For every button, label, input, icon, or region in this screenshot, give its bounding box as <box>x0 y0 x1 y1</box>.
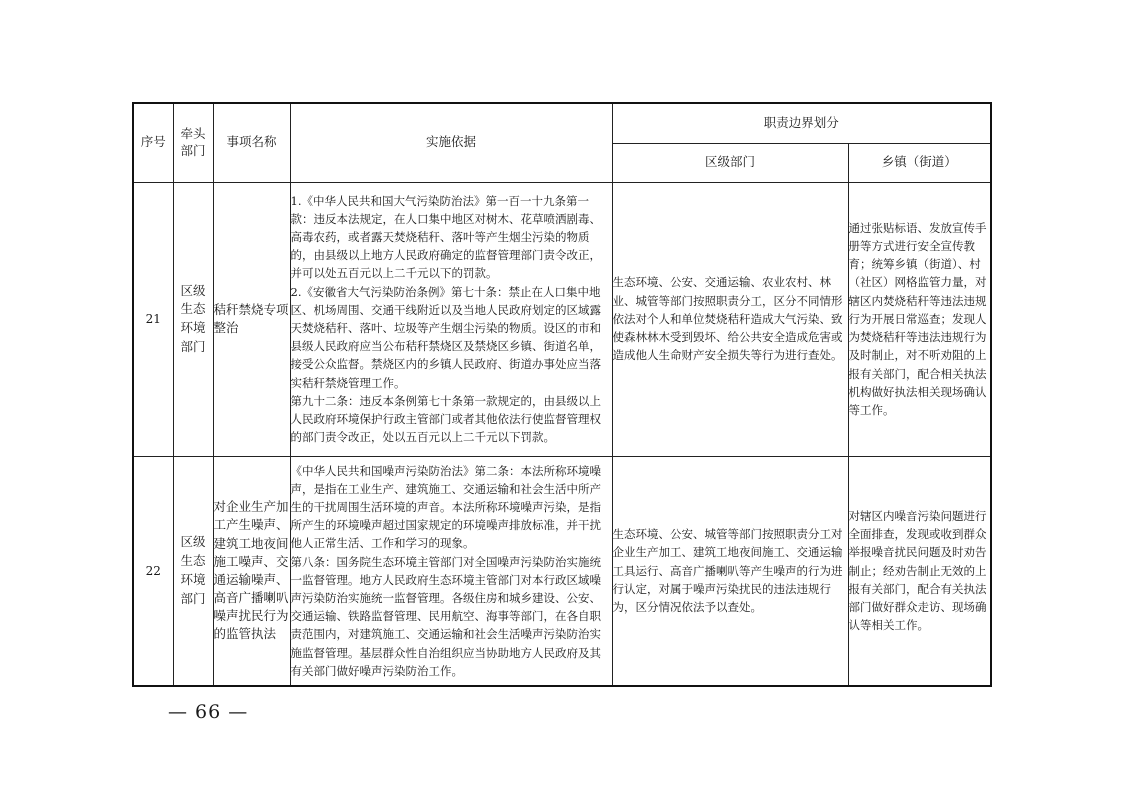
duty-table <box>132 102 992 687</box>
header-seq: 序号 <box>133 103 173 182</box>
header-district: 区级部门 <box>612 143 848 182</box>
row-item-name: 对企业生产加工产生噪声、建筑工地夜间施工噪声、交通运输噪声、高音广播喇叭噪声扰民行为的监管执法 <box>213 456 290 686</box>
row-item-name: 秸秆禁烧专项整治 <box>213 182 290 456</box>
basis-paragraph: 1.《中华人民共和国大气污染防治法》第一百一十九条第一款：违反本法规定，在人口集中地区对树木、花草喷洒剧毒、高毒农药，或者露天焚烧秸秆、落叶等产生烟尘污染的物质的，由县级以上地方人民政府确定的监督管理部门责令改正，并可以处五百元以上二千元以下的罚款。 <box>290 193 601 281</box>
row-district-duty <box>612 456 848 686</box>
page-number: — 66 — <box>168 701 249 723</box>
basis-paragraph: 第八条：国务院生态环境主管部门对全国噪声污染防治实施统一监督管理。地方人民政府生态环境主管部门对本行政区域噪声污染防治实施统一监督管理。各级住房和城乡建设、公安、交通运输、铁路监督管理、民用航空、海事等部门，在各自职责范围内，对建筑施工、交通运输和社会生活噪声污染防治实施监督管理。基层群众性自治组织应当协助地方人民政府及其有关部门做好噪声污染防治工作。 <box>290 554 601 678</box>
row-basis <box>290 456 612 686</box>
row-lead-dept-text: 区级生态环境部门 <box>180 282 206 354</box>
header-lead-dept-text: 牵头部门 <box>180 125 206 158</box>
district-duty-text: 生态环境、公安、城管等部门按照职责分工对企业生产加工、建筑工地夜间施工、交通运输工具运行、高音广播喇叭等产生噪声的行为进行认定，对属于噪声污染扰民的违法违规行为，区分情况依法予以查处。 <box>612 527 843 615</box>
header-lead-dept <box>173 103 213 182</box>
table-row <box>133 182 991 456</box>
header-division: 职责边界划分 <box>612 103 991 143</box>
district-duty-text: 生态环境、公安、交通运输、农业农村、林业、城管等部门按照职责分工，区分不同情形依法对个人和单位焚烧秸秆造成大气污染、致使森林林木受到毁坏、给公共安全造成危害或造成他人生命财产安全损失等行为进行查处。 <box>612 275 843 363</box>
row-seq: 21 <box>133 182 173 456</box>
row-lead-dept-text: 区级生态环境部门 <box>180 534 206 606</box>
town-duty-text: 通过张贴标语、发放宣传手册等方式进行安全宣传教育；统筹乡镇（街道）、村（社区）网格监管力量，对辖区内焚烧秸秆等违法违规行为开展日常巡查；发现人为焚烧秸秆等违法违规行为及时制止，对不听劝阻的上报有关部门，配合相关执法机构做好执法相关现场确认等工作。 <box>848 220 987 417</box>
row-town-duty <box>848 182 991 456</box>
row-district-duty <box>612 182 848 456</box>
header-basis: 实施依据 <box>290 103 612 182</box>
row-town-duty <box>848 456 991 686</box>
basis-paragraph: 2.《安徽省大气污染防治条例》第七十条：禁止在人口集中地区、机场周围、交通干线附近以及当地人民政府划定的区域露天焚烧秸秆、落叶、垃圾等产生烟尘污染的物质。设区的市和县级人民政府应当公布秸秆禁烧区及禁烧区乡镇、街道名单，接受公众监督。禁烧区内的乡镇人民政府、街道办事处应当落实秸秆禁烧管理工作。 <box>290 284 601 390</box>
row-seq: 22 <box>133 456 173 686</box>
regulation-table <box>132 102 990 685</box>
header-town: 乡镇（街道） <box>848 143 991 182</box>
header-item-name: 事项名称 <box>213 103 290 182</box>
row-basis <box>290 182 612 456</box>
basis-paragraph: 《中华人民共和国噪声污染防治法》第二条：本法所称环境噪声，是指在工业生产、建筑施工、交通运输和社会生活中所产生的干扰周围生活环境的声音。本法所称环境噪声污染，是指所产生的环境噪声超过国家规定的环境噪声排放标准，并干扰他人正常生活、工作和学习的现象。 <box>290 463 601 551</box>
row-lead-dept <box>173 182 213 456</box>
basis-paragraph: 第九十二条：违反本条例第七十条第一款规定的，由县级以上人民政府环境保护行政主管部门或者其他依法行使监督管理权的部门责令改正，处以五百元以上二千元以下罚款。 <box>290 393 601 445</box>
town-duty-text: 对辖区内噪音污染问题进行全面排查，发现或收到群众举报噪音扰民问题及时劝告制止；经劝告制止无效的上报有关部门，配合有关执法部门做好群众走访、现场确认等相关工作。 <box>848 509 987 633</box>
row-lead-dept <box>173 456 213 686</box>
table-row <box>133 456 991 686</box>
